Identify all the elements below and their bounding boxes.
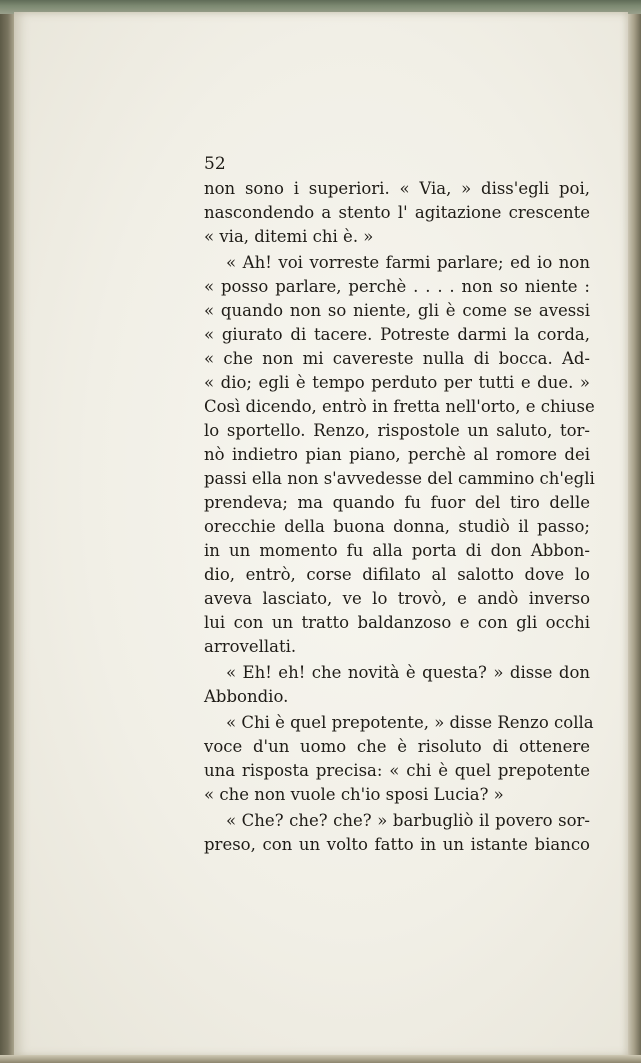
text-line: « Chi è quel prepotente, » disse Renzo colla xyxy=(226,713,594,732)
text-line: « via, ditemi chi è. » xyxy=(204,227,374,246)
text-line: in un momento fu alla porta di don Abbon- xyxy=(204,541,590,560)
text-line: « Eh! eh! che novità è questa? » disse don xyxy=(226,663,590,682)
text-line: « Che? che? che? » barbugliò il povero sor- xyxy=(226,811,590,830)
text-line: prendeva; ma quando fu fuor del tiro delle xyxy=(204,493,590,512)
text-line: nò indietro pian piano, perchè al romore dei xyxy=(204,445,590,464)
text-line: « che non mi cavereste nulla di bocca. Ad- xyxy=(204,349,590,368)
text-line: arrovellati. xyxy=(204,637,297,656)
text-line: « posso parlare, perchè . . . . non so niente : xyxy=(204,277,590,296)
text-line: orecchie della buona donna, studiò il passo; xyxy=(204,517,590,536)
text-line: lo sportello. Renzo, rispostole un saluto, tor- xyxy=(204,421,590,440)
text-line: non sono i superiori. « Via, » diss'egli poi, xyxy=(204,179,590,198)
text-line: « che non vuole ch'io sposi Lucia? » xyxy=(204,785,504,804)
text-line: voce d'un uomo che è risoluto di ottenere xyxy=(204,737,590,756)
text-line: Abbondio. xyxy=(204,687,289,706)
text-line: lui con un tratto baldanzoso e con gli occhi xyxy=(204,613,590,632)
text-line: « Ah! voi vorreste farmi parlare; ed io non xyxy=(226,253,590,272)
text-line: dio, entrò, corse difilato al salotto dove lo xyxy=(204,565,590,584)
text-line: « dio; egli è tempo perduto per tutti e due. » xyxy=(204,373,590,392)
text-line: nascondendo a stento l' agitazione crescente xyxy=(204,203,590,222)
text-line: aveva lasciato, ve lo trovò, e andò inverso xyxy=(204,589,590,608)
text-line: « giurato di tacere. Potreste darmi la corda, xyxy=(204,325,590,344)
text-line: « quando non so niente, gli è come se avessi xyxy=(204,301,590,320)
page-number: 52 xyxy=(204,154,226,174)
text-line: passi ella non s'avvedesse del cammino ch'egli xyxy=(204,469,595,488)
text-line: Così dicendo, entrò in fretta nell'orto, e chiuse xyxy=(204,397,595,416)
text-line: una risposta precisa: « chi è quel prepotente xyxy=(204,761,590,780)
page-bottom-edge xyxy=(0,1055,641,1063)
text-line: preso, con un volto fatto in un istante bianco xyxy=(204,835,590,854)
